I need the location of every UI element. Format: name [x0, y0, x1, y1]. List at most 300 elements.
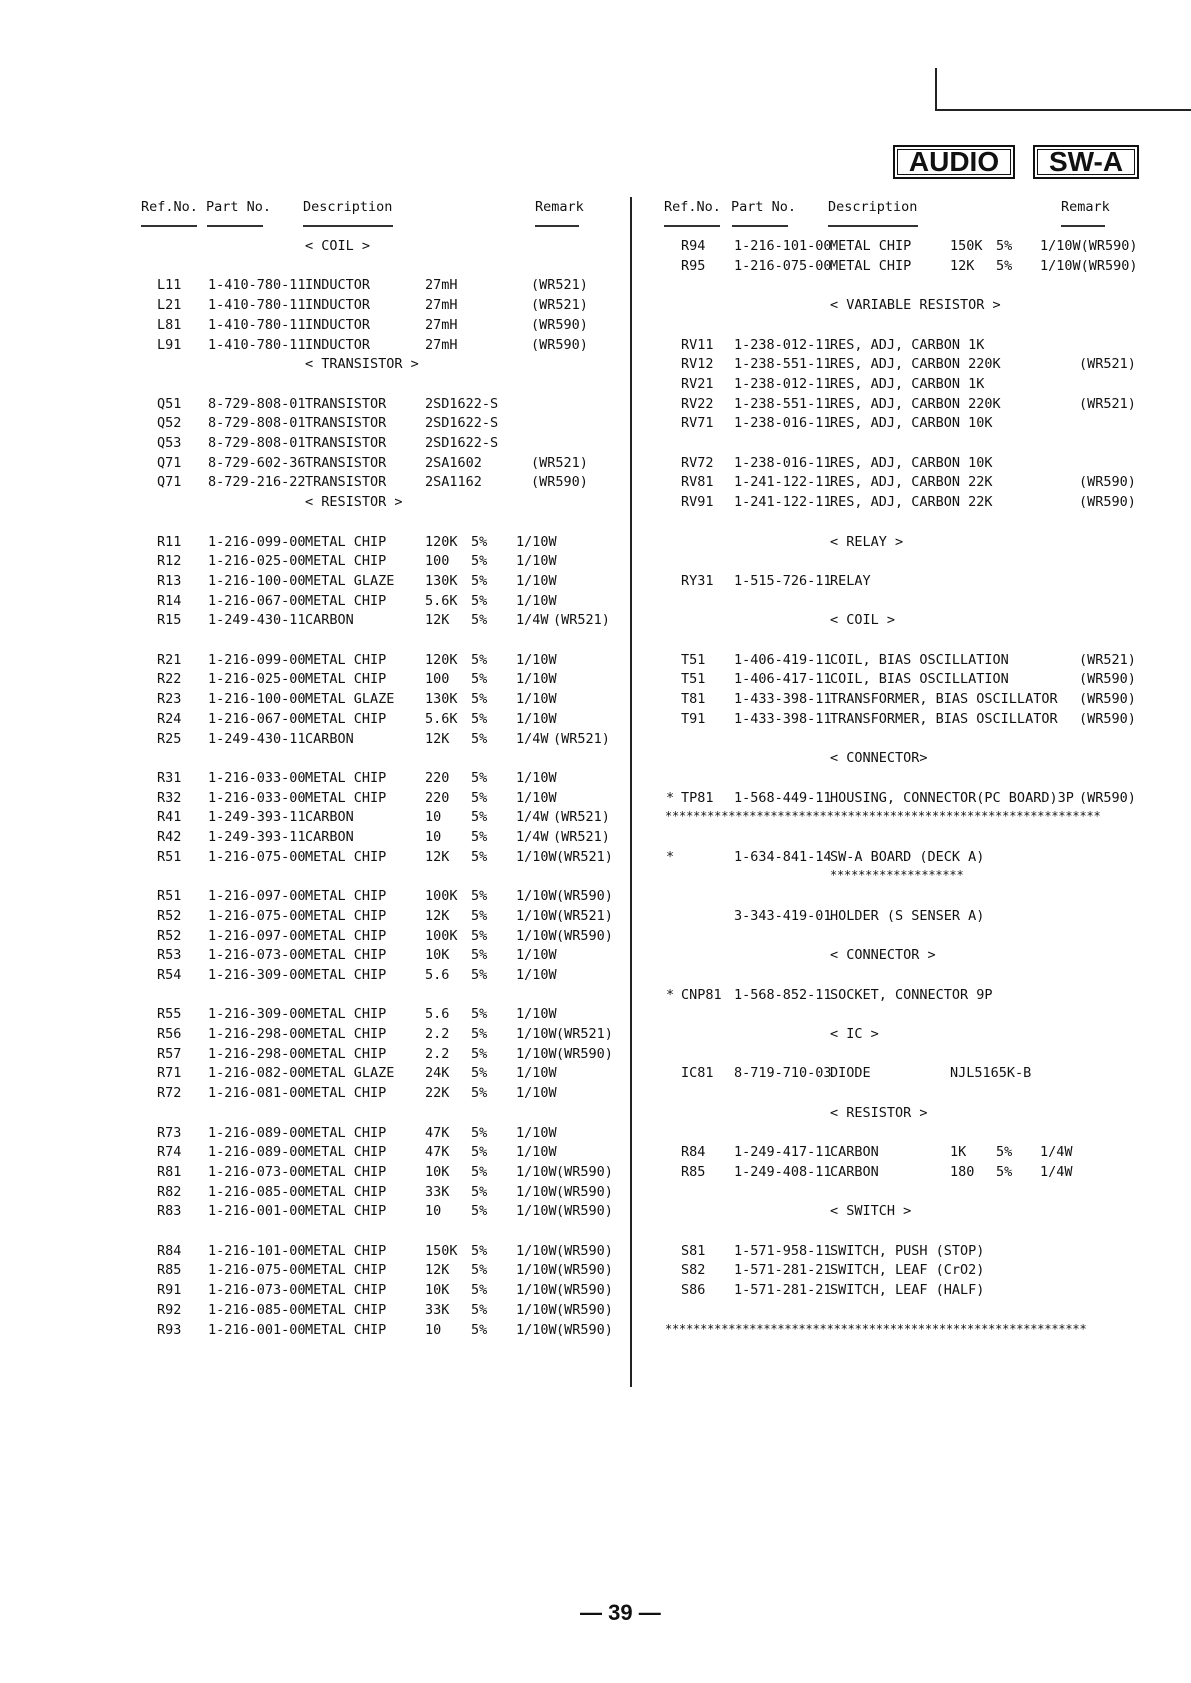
description: HOLDER (S SENSER A): [830, 907, 985, 924]
description: INDUCTOR: [305, 336, 371, 353]
tolerance: 5%: [471, 907, 488, 924]
part-no: 1-216-073-00: [208, 1163, 306, 1180]
part-no: 1-410-780-11: [208, 336, 306, 353]
remark: (WR590): [1079, 789, 1136, 806]
ref-no: Q53: [157, 435, 182, 451]
part-no: 1-216-075-00: [208, 907, 306, 924]
power: 1/10W: [516, 533, 557, 550]
description: RES, ADJ, CARBON 22K: [830, 494, 993, 511]
power: 1/10W: [516, 927, 557, 944]
part-no: 1-410-780-11: [208, 297, 306, 314]
ref-no: R85: [681, 1163, 706, 1180]
part-no: 1-216-067-00: [208, 592, 306, 609]
description: METAL CHIP: [305, 769, 387, 786]
remark: (WR521): [553, 612, 610, 629]
part-no: 1-568-449-11: [734, 789, 832, 806]
ref-no: L91: [157, 336, 182, 353]
power: 1/10W: [516, 553, 557, 570]
tolerance: 5%: [471, 1321, 488, 1338]
ref-no: R15: [157, 612, 182, 629]
tolerance: 5%: [471, 1124, 488, 1141]
tolerance: 5%: [996, 257, 1013, 274]
remark: 1/4W: [1040, 1163, 1073, 1180]
ref-no: R52: [157, 907, 182, 924]
power: 1/10W: [516, 572, 557, 589]
description: METAL CHIP: [830, 257, 912, 274]
part-no: 8-729-808-01: [208, 415, 306, 432]
tolerance: 5%: [471, 1203, 488, 1220]
ref-no: R32: [157, 789, 182, 806]
value: 100K: [425, 888, 458, 905]
part-no: 1-410-780-11: [208, 277, 306, 294]
description: METAL GLAZE: [305, 691, 395, 708]
description: METAL CHIP: [305, 907, 387, 924]
tolerance: 5%: [471, 651, 488, 668]
table-row: [0, 669, 1150, 689]
table-row: [0, 591, 620, 611]
table-row: [0, 433, 620, 453]
ref-no: R25: [157, 730, 182, 747]
description: METAL CHIP: [305, 1282, 387, 1299]
power: 1/10W: [516, 1085, 557, 1102]
value: 2.2: [425, 1026, 450, 1042]
ref-no: R51: [157, 888, 182, 905]
remark: 1/4W: [1040, 1144, 1073, 1161]
tolerance: 5%: [471, 1262, 488, 1279]
ref-no: R81: [157, 1163, 182, 1180]
part-no: 1-216-099-00: [208, 533, 306, 550]
section-heading: < CONNECTOR>: [830, 750, 928, 767]
part-no: 1-238-012-11: [734, 336, 832, 353]
table-row: [0, 945, 620, 965]
tolerance: 5%: [471, 1183, 488, 1200]
ref-no: R84: [157, 1242, 182, 1259]
value: 220: [425, 769, 450, 786]
part-no: 8-729-602-36: [208, 454, 306, 471]
ref-no: L21: [157, 297, 182, 314]
table-row: [0, 394, 1150, 414]
table-row: [0, 1024, 620, 1044]
description: TRANSISTOR: [305, 395, 387, 412]
tolerance: 5%: [471, 966, 488, 983]
tolerance: 5%: [471, 730, 488, 747]
value: 10K: [425, 1163, 450, 1180]
section-heading: < RELAY >: [830, 533, 904, 550]
part-no: 1-216-073-00: [208, 1282, 306, 1299]
part-no: 1-410-780-11: [208, 316, 306, 333]
description: METAL CHIP: [305, 927, 387, 944]
description: TRANSISTOR: [305, 415, 387, 432]
remark: (WR521): [553, 809, 610, 826]
value: 10K: [425, 947, 450, 964]
underline: [732, 225, 788, 227]
value: 27mH: [425, 336, 458, 353]
remark: (WR521): [553, 730, 610, 747]
ref-no: R31: [157, 769, 182, 786]
table-row: [0, 1300, 620, 1320]
value: 12K: [425, 612, 450, 629]
part-no: 1-249-408-11: [734, 1163, 832, 1180]
ref-no: R53: [157, 947, 182, 964]
table-row: [0, 532, 620, 552]
remark: (WR590): [556, 1282, 613, 1299]
ref-no: R12: [157, 553, 182, 570]
description: DIODE: [830, 1065, 871, 1082]
part-no: 1-216-309-00: [208, 1006, 306, 1023]
remark: (WR521): [531, 454, 588, 471]
power: 1/10W: [516, 691, 557, 708]
tolerance: 5%: [996, 1163, 1013, 1180]
remark: (WR590): [1079, 691, 1136, 708]
value: 47K: [425, 1144, 450, 1161]
table-row: [0, 236, 1150, 256]
power: 1/10W: [516, 907, 557, 924]
ref-no: R54: [157, 966, 182, 983]
separator-stars: ************************************************************: [665, 1321, 1087, 1336]
tolerance: 5%: [471, 1242, 488, 1259]
table-row: [0, 768, 620, 788]
power: 1/10W: [516, 1006, 557, 1023]
power: 1/10W: [516, 1321, 557, 1338]
ref-no: RV72: [681, 454, 714, 471]
ref-no: RV71: [681, 415, 714, 432]
description: RES, ADJ, CARBON 220K: [830, 356, 1001, 373]
part-no: 1-216-075-00: [734, 257, 832, 274]
ref-no: R11: [157, 533, 182, 550]
remark: (WR590): [556, 1301, 613, 1318]
description: CARBON: [305, 612, 354, 629]
ref-no: R23: [157, 691, 182, 708]
header-ref-right: Ref.No.: [664, 199, 721, 215]
header-ref-left: Ref.No.: [141, 199, 198, 215]
part-no: 1-634-841-14: [734, 848, 832, 865]
header-desc-right: Description: [828, 199, 918, 215]
table-row: [0, 788, 1150, 808]
table-row: [0, 1201, 620, 1221]
description: INDUCTOR: [305, 316, 371, 333]
description: RES, ADJ, CARBON 10K: [830, 454, 993, 471]
table-row: [0, 1182, 620, 1202]
ref-no: Q52: [157, 415, 182, 432]
underline: [207, 225, 263, 227]
tolerance: 5%: [471, 789, 488, 806]
table-row: [0, 906, 1150, 926]
underline: [828, 225, 918, 227]
description: COIL, BIAS OSCILLATION: [830, 651, 1009, 668]
description: METAL CHIP: [305, 1124, 387, 1141]
mark: *: [666, 986, 675, 1003]
separator-stars: **************************************************************: [665, 809, 1101, 824]
ref-no: L11: [157, 277, 182, 294]
section-heading: < RESISTOR >: [305, 494, 403, 511]
power: 1/10W: [516, 1026, 557, 1042]
mark: *: [666, 789, 675, 806]
table-row: [0, 1162, 1150, 1182]
part-no: 1-216-067-00: [208, 710, 306, 727]
part-no: 1-406-417-11: [734, 671, 832, 688]
tolerance: 5%: [471, 1085, 488, 1102]
table-row: [0, 453, 1150, 473]
value: 2.2: [425, 1045, 450, 1062]
corner-line-vertical: [935, 68, 937, 110]
table-row: [0, 413, 1150, 433]
ref-no: R55: [157, 1006, 182, 1023]
section-heading: < IC >: [830, 1026, 879, 1042]
value: 33K: [425, 1301, 450, 1318]
remark: (WR590): [556, 1045, 613, 1062]
value: 12K: [425, 907, 450, 924]
ref-no: R56: [157, 1026, 182, 1042]
remark: (WR521): [1079, 395, 1136, 412]
description: TRANSISTOR: [305, 454, 387, 471]
part-no: 8-729-808-01: [208, 395, 306, 412]
value: 180: [950, 1163, 975, 1180]
table-row: [0, 985, 1150, 1005]
description: RES, ADJ, CARBON 220K: [830, 395, 1001, 412]
description: METAL CHIP: [305, 592, 387, 609]
value: 120K: [425, 651, 458, 668]
part-no: 1-216-100-00: [208, 572, 306, 589]
table-row: [0, 472, 1150, 492]
part-no: 1-216-089-00: [208, 1124, 306, 1141]
value: 12K: [425, 848, 450, 865]
ref-no: R84: [681, 1144, 706, 1161]
power: 1/10W: [516, 651, 557, 668]
part-no: 1-216-081-00: [208, 1085, 306, 1102]
description: METAL CHIP: [305, 651, 387, 668]
ref-no: R94: [681, 238, 706, 254]
power: 1/4W: [516, 612, 549, 629]
power: 1/10W: [516, 1183, 557, 1200]
value: 2SA1602: [425, 454, 482, 471]
value: 12K: [950, 257, 975, 274]
table-row: [0, 295, 620, 315]
table-row: [0, 650, 1150, 670]
tolerance: 5%: [996, 238, 1013, 254]
power: 1/10W: [516, 769, 557, 786]
part-no: 1-216-075-00: [208, 1262, 306, 1279]
description: CARBON: [830, 1163, 879, 1180]
value: 27mH: [425, 316, 458, 333]
value: 10K: [425, 1282, 450, 1299]
remark: (WR521): [556, 907, 613, 924]
value: 100K: [425, 927, 458, 944]
table-row: [0, 571, 1150, 591]
section-heading: < TRANSISTOR >: [305, 356, 419, 373]
description: CARBON: [830, 1144, 879, 1161]
underline: [664, 225, 720, 227]
part-no: 1-216-082-00: [208, 1065, 306, 1082]
table-row: [0, 1004, 620, 1024]
ref-no: R51: [157, 848, 182, 865]
remark: (WR590): [531, 316, 588, 333]
part-no: 1-216-099-00: [208, 651, 306, 668]
table-row: [0, 1083, 620, 1103]
mark: *: [666, 848, 675, 865]
ref-no: Q71: [157, 454, 182, 471]
tolerance: 5%: [471, 1065, 488, 1082]
part-no: 1-216-101-00: [734, 238, 832, 254]
ref-no: R95: [681, 257, 706, 274]
value: 10: [425, 1203, 442, 1220]
power: 1/10W: [516, 1124, 557, 1141]
description: TRANSISTOR: [305, 474, 387, 491]
table-row: [0, 886, 620, 906]
ref-no: R52: [157, 927, 182, 944]
part-no: 1-216-085-00: [208, 1301, 306, 1318]
power: 1/10W: [516, 947, 557, 964]
remark: (WR590): [556, 1242, 613, 1259]
part-no: 1-406-419-11: [734, 651, 832, 668]
part-no: 1-216-298-00: [208, 1026, 306, 1042]
value: 1K: [950, 1144, 967, 1161]
underline: [535, 225, 579, 227]
description: METAL CHIP: [305, 888, 387, 905]
separator-stars: *******************: [830, 868, 964, 883]
part-no: 1-216-097-00: [208, 927, 306, 944]
part-no: 1-249-393-11: [208, 809, 306, 826]
table-row: [0, 1320, 620, 1340]
remark: 1/10W(WR590): [1040, 238, 1138, 254]
part-no: 1-216-309-00: [208, 966, 306, 983]
ref-no: RV22: [681, 395, 714, 412]
tolerance: 5%: [471, 533, 488, 550]
header-part-right: Part No.: [731, 199, 797, 215]
tolerance: 5%: [471, 829, 488, 845]
part-no: 1-238-551-11: [734, 356, 832, 373]
tolerance: 5%: [471, 1282, 488, 1299]
ref-no: R83: [157, 1203, 182, 1220]
ref-no: R41: [157, 809, 182, 826]
ref-no: RV12: [681, 356, 714, 373]
ref-no: Q51: [157, 395, 182, 412]
remark: (WR590): [1079, 671, 1136, 688]
part-no: 8-719-710-03: [734, 1065, 832, 1082]
tolerance: 5%: [471, 1026, 488, 1042]
value: 5.6: [425, 966, 450, 983]
ref-no: RV21: [681, 375, 714, 392]
part-no: 1-216-025-00: [208, 671, 306, 688]
description: METAL CHIP: [830, 238, 912, 254]
table-row: [0, 492, 1150, 512]
remark: (WR521): [553, 829, 610, 845]
description: TRANSFORMER, BIAS OSCILLATOR: [830, 691, 1058, 708]
part-no: 1-238-016-11: [734, 454, 832, 471]
ref-no: T51: [681, 671, 706, 688]
tolerance: 5%: [471, 592, 488, 609]
description: INDUCTOR: [305, 277, 371, 294]
audio-tag: AUDIO: [893, 145, 1015, 179]
power: 1/4W: [516, 730, 549, 747]
part-no: 1-216-298-00: [208, 1045, 306, 1062]
part-no: 1-571-281-21: [734, 1262, 832, 1279]
part-no: 1-216-033-00: [208, 789, 306, 806]
ref-no: R73: [157, 1124, 182, 1141]
value: 120K: [425, 533, 458, 550]
table-row: [0, 551, 620, 571]
power: 1/10W: [516, 1203, 557, 1220]
power: 1/10W: [516, 1045, 557, 1062]
tolerance: 5%: [471, 691, 488, 708]
description: RES, ADJ, CARBON 1K: [830, 375, 985, 392]
tolerance: 5%: [471, 1006, 488, 1023]
description: METAL CHIP: [305, 533, 387, 550]
description: METAL CHIP: [305, 1183, 387, 1200]
tolerance: 5%: [471, 927, 488, 944]
description: METAL CHIP: [305, 553, 387, 570]
table-row: [0, 1123, 620, 1143]
part-no: 1-241-122-11: [734, 494, 832, 511]
value: 5.6K: [425, 710, 458, 727]
power: 1/10W: [516, 1065, 557, 1082]
part-no: 8-729-808-01: [208, 435, 306, 451]
underline: [303, 225, 393, 227]
description: METAL GLAZE: [305, 1065, 395, 1082]
part-no: 1-216-085-00: [208, 1183, 306, 1200]
description: METAL CHIP: [305, 1242, 387, 1259]
value: 12K: [425, 730, 450, 747]
description: SWITCH, PUSH (STOP): [830, 1242, 985, 1259]
value: 130K: [425, 572, 458, 589]
description: INDUCTOR: [305, 297, 371, 314]
ref-no: R24: [157, 710, 182, 727]
remark: (WR521): [1079, 651, 1136, 668]
description: METAL CHIP: [305, 1026, 387, 1042]
table-row: [0, 827, 620, 847]
tolerance: 5%: [471, 612, 488, 629]
tolerance: 5%: [471, 848, 488, 865]
part-no: 1-216-075-00: [208, 848, 306, 865]
part-no: 1-216-089-00: [208, 1144, 306, 1161]
remark: (WR590): [531, 336, 588, 353]
tolerance: 5%: [471, 1163, 488, 1180]
ref-no: R92: [157, 1301, 182, 1318]
value: 12K: [425, 1262, 450, 1279]
tolerance: 5%: [471, 572, 488, 589]
corner-line-horizontal: [935, 109, 1191, 111]
table-row: [0, 374, 1150, 394]
remark: (WR521): [556, 1026, 613, 1042]
remark: (WR590): [556, 1321, 613, 1338]
table-row: [0, 1063, 1150, 1083]
value: 27mH: [425, 297, 458, 314]
part-no: 1-216-001-00: [208, 1321, 306, 1338]
power: 1/10W: [516, 1282, 557, 1299]
ref-no: R91: [157, 1282, 182, 1299]
description: CARBON: [305, 730, 354, 747]
ref-no: L81: [157, 316, 182, 333]
section-heading: < RESISTOR >: [830, 1104, 928, 1121]
value: 150K: [425, 1242, 458, 1259]
part-no: 1-571-958-11: [734, 1242, 832, 1259]
power: 1/10W: [516, 1144, 557, 1161]
remark: (WR590): [556, 888, 613, 905]
ref-no: RV11: [681, 336, 714, 353]
part-no: 1-568-852-11: [734, 986, 832, 1003]
description: METAL CHIP: [305, 1321, 387, 1338]
value: 5.6K: [425, 592, 458, 609]
section-heading: < SWITCH >: [830, 1203, 912, 1220]
tolerance: 5%: [471, 553, 488, 570]
description: METAL CHIP: [305, 848, 387, 865]
power: 1/4W: [516, 809, 549, 826]
description: METAL CHIP: [305, 947, 387, 964]
remark: (WR521): [556, 848, 613, 865]
value: 2SD1622-S: [425, 435, 499, 451]
table-row: [0, 807, 620, 827]
description: METAL CHIP: [305, 1006, 387, 1023]
remark: (WR590): [556, 927, 613, 944]
